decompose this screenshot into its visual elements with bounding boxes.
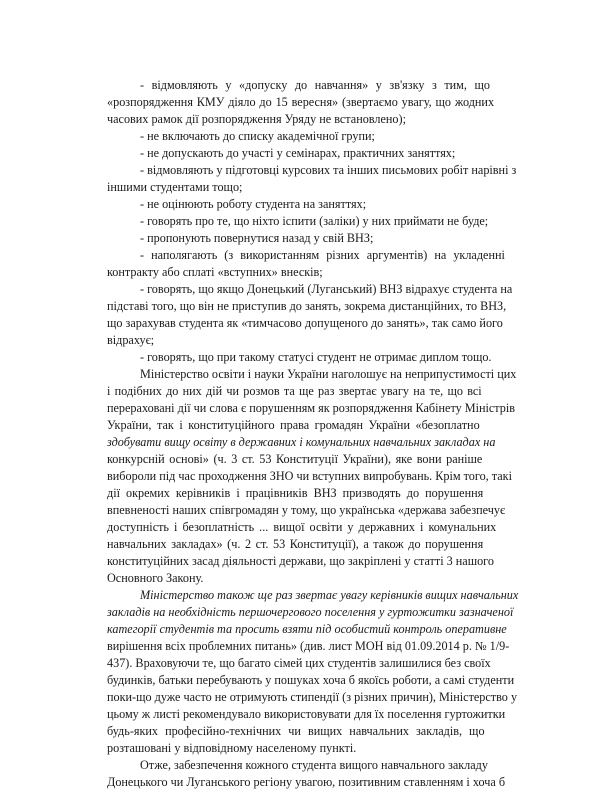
text-line: відрахує; xyxy=(107,333,155,347)
text-line: 437). Враховуючи те, що багато сімей цих студентів залишилися без своїх xyxy=(107,656,491,670)
text-line: часових рамок дії розпорядження Уряду не встановлено); xyxy=(107,112,406,126)
text-line: України, так і конституційного права громадян України «безоплатно xyxy=(107,418,480,432)
text-line: дії окремих керівників і працівників ВНЗ призводять до порушення xyxy=(107,486,484,500)
text-line: - говорять, що якщо Донецький (Луганський) ВНЗ відрахує студента на xyxy=(140,282,513,296)
text-line: Основного Закону. xyxy=(107,571,204,585)
text-line: контракту або сплаті «вступних» внесків; xyxy=(107,265,323,279)
text-line: - відмовляють у «допуску до навчання» у зв'язку з тим, що xyxy=(140,78,490,92)
text-line: впевненості наших співгромадян у тому, що українська «держава забезпечує xyxy=(107,503,506,517)
text-line: - говорять про те, що ніхто іспити (заліки) у них приймати не буде; xyxy=(140,214,489,228)
text-line: категорії студентів та просить взяти під особистий контроль оперативне xyxy=(107,622,507,636)
text-line: - не допускають до участі у семінарах, практичних заняттях; xyxy=(140,146,456,160)
text-line: - говорять, що при такому статусі студент не отримає диплом тощо. xyxy=(140,350,492,364)
text-line: будь-яких професійно-технічних чи вищих навчальних закладів, що xyxy=(107,724,485,738)
text-line: закладів на необхідність першочергового поселення у гуртожитки зазначеної xyxy=(107,605,514,619)
text-line: - не включають до списку академічної групи; xyxy=(140,129,375,143)
text-line: доступність і безоплатність ... вищої освіти у державних і комунальних xyxy=(107,520,497,534)
text-line: розташовані у відповідному населеному пункті. xyxy=(107,741,357,755)
text-line: здобувати вищу освіту в державних і комунальних навчальних закладах на xyxy=(107,435,496,449)
text-line: і подібних до них дій чи розмов та ще раз звертає увагу на те, що всі xyxy=(107,384,482,398)
text-line: Донецького чи Луганського регіону увагою, позитивним ставленням і хоча б xyxy=(107,775,506,789)
text-line: поки-що дуже часто не отримують стипендії (з різних причин), Міністерство у xyxy=(107,690,518,704)
text-line: - наполягають (з використанням різних аргументів) на укладенні xyxy=(140,248,505,262)
text-line: Отже, забезпечення кожного студента вищого навчального закладу xyxy=(140,758,488,772)
text-line: Міністерство освіти і науки України наголошує на неприпустимості цих xyxy=(140,367,517,381)
text-line: навчальних закладах» (ч. 2 ст. 53 Конституції), а також до порушення xyxy=(107,537,484,551)
text-line: вибороли під час проходження ЗНО чи вступних випробувань. Крім того, такі xyxy=(107,469,512,483)
text-line: цьому ж листі рекомендувало використовувати для їх поселення гуртожитки xyxy=(107,707,506,721)
text-line: що зарахував студента як «тимчасово допущеного до занять», так само його xyxy=(107,316,503,330)
text-line: іншими студентами тощо; xyxy=(107,180,243,194)
text-line: - не оцінюють роботу студента на заняттях; xyxy=(140,197,367,211)
text-line: - пропонують повернутися назад у свій ВНЗ; xyxy=(140,231,374,245)
text-line: - відмовляють у підготовці курсових та інших письмових робіт нарівні з xyxy=(140,163,517,177)
text-line: «розпорядження КМУ діяло до 15 вересня» (звертаємо увагу, що жодних xyxy=(107,95,495,109)
text-line: вирішення всіх проблемних питань» (див. лист МОН від 01.09.2014 р. № 1/9- xyxy=(107,639,510,653)
text-line: Міністерство також ще раз звертає увагу керівників вищих навчальних xyxy=(140,588,519,602)
text-line: будинків, батьки перебувають у пошуках хоча б якоїсь роботи, а самі студенти xyxy=(107,673,515,687)
text-line: перераховані дії чи слова є порушенням як розпорядження Кабінету Міністрів xyxy=(107,401,516,415)
text-line: конституційних засад діяльності держави, що закріплені у статті 3 нашого xyxy=(107,554,494,568)
text-line: підставі того, що він не приступив до занять, зокрема дистанційних, то ВНЗ, xyxy=(107,299,507,313)
text-line: конкурсній основі» (ч. 3 ст. 53 Конституції України), яке вони раніше xyxy=(107,452,483,466)
